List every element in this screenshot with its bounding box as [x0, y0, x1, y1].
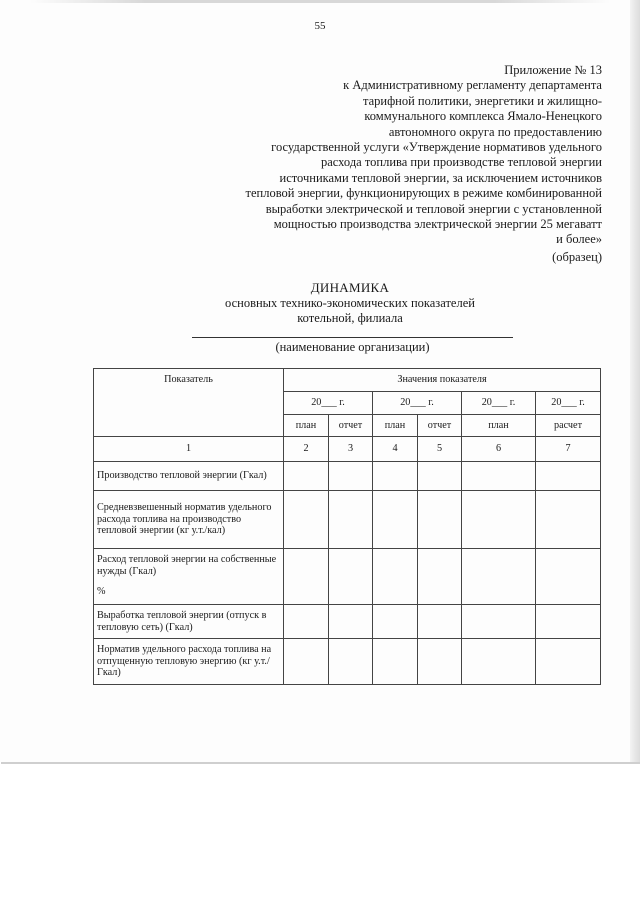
appendix-line: расхода топлива при производстве тепловой энергии — [320, 155, 602, 170]
appendix-header — [172, 63, 602, 248]
value-cell — [329, 549, 373, 605]
value-cell — [536, 462, 601, 491]
appendix-line: коммунального комплекса Ямало-Ненецкого — [364, 109, 602, 124]
appendix-line: автономного округа по предоставлению — [388, 124, 602, 139]
scan-edge — [30, 0, 610, 3]
title-line-3: котельной, филиала — [297, 311, 403, 326]
column-number: 3 — [329, 437, 373, 462]
value-cell — [462, 491, 536, 549]
value-cell — [418, 549, 462, 605]
value-cell — [373, 491, 418, 549]
appendix-line: Приложение № 13 — [504, 63, 602, 77]
value-cell — [418, 462, 462, 491]
subheader-cell: отчет — [418, 415, 462, 437]
table-number-row — [94, 437, 601, 462]
appendix-line: тепловой энергии, функционирующих в режиме комбинированной — [245, 186, 602, 201]
table-row — [94, 462, 601, 491]
value-cell — [373, 462, 418, 491]
value-cell — [462, 639, 536, 685]
title-line-2: основных технико-экономических показателей — [225, 295, 475, 310]
appendix-line: источниками тепловой энергии, за исключением источников — [279, 170, 602, 185]
value-cell — [536, 639, 601, 685]
value-cell — [329, 462, 373, 491]
value-cell — [373, 549, 418, 605]
title-line-1: ДИНАМИКА — [310, 280, 390, 295]
value-cell — [462, 605, 536, 639]
value-cell — [536, 491, 601, 549]
column-number: 4 — [373, 437, 418, 462]
appendix-line: тарифной политики, энергетики и жилищно- — [362, 93, 602, 108]
appendix-line: к Административному регламенту департамента — [343, 78, 602, 93]
organization-name-line — [192, 337, 513, 338]
value-cell — [418, 605, 462, 639]
header-year: 20___ г. — [536, 392, 601, 415]
document-title — [0, 280, 640, 327]
value-cell — [536, 549, 601, 605]
subheader-cell: отчет — [329, 415, 373, 437]
value-cell — [329, 491, 373, 549]
appendix-line: мощностью производства электрической энергии 25 мегаватт — [273, 217, 602, 232]
value-cell — [329, 639, 373, 685]
value-cell — [462, 462, 536, 491]
value-cell — [329, 605, 373, 639]
column-number: 2 — [284, 437, 329, 462]
value-cell — [284, 549, 329, 605]
indicators-table — [93, 368, 601, 685]
table-header-row — [94, 369, 601, 392]
value-cell — [284, 462, 329, 491]
page-number: 55 — [314, 20, 326, 32]
subheader-cell: расчет — [536, 415, 601, 437]
sample-label: (образец) — [552, 250, 602, 264]
value-cell — [373, 605, 418, 639]
header-indicator: Показатель — [94, 369, 284, 437]
value-cell — [418, 639, 462, 685]
table-row — [94, 549, 601, 605]
subheader-cell: план — [462, 415, 536, 437]
appendix-line: государственной услуги «Утверждение нормативов удельного — [271, 140, 602, 155]
organization-caption: (наименование организации) — [275, 340, 430, 354]
value-cell — [284, 639, 329, 685]
row-label: Средневзвешенный норматив удельного расхода топлива на производство тепловой энергии (кг у.т./кал) — [94, 491, 284, 549]
row-label — [94, 549, 284, 605]
column-number: 6 — [462, 437, 536, 462]
appendix-line: и более» — [556, 232, 602, 247]
column-number: 1 — [94, 437, 284, 462]
row-label: Норматив удельного расхода топлива на отпущенную тепловую энергию (кг у.т./Гкал) — [94, 639, 284, 685]
column-number: 7 — [536, 437, 601, 462]
value-cell — [373, 639, 418, 685]
table-row — [94, 605, 601, 639]
subheader-cell: план — [284, 415, 329, 437]
header-year: 20___ г. — [462, 392, 536, 415]
row-label: Выработка тепловой энергии (отпуск в тепловую сеть) (Гкал) — [94, 605, 284, 639]
row-label-text: Расход тепловой энергии на собственные нужды (Гкал) — [97, 554, 277, 577]
header-values: Значения показателя — [284, 369, 601, 392]
column-number: 5 — [418, 437, 462, 462]
value-cell — [284, 605, 329, 639]
value-cell — [462, 549, 536, 605]
table-row — [94, 491, 601, 549]
appendix-line: выработки электрической и тепловой энергии с установленной — [265, 201, 602, 216]
subheader-cell: план — [373, 415, 418, 437]
row-label: Производство тепловой энергии (Гкал) — [94, 462, 284, 491]
header-year: 20___ г. — [373, 392, 462, 415]
value-cell — [284, 491, 329, 549]
table-row — [94, 639, 601, 685]
value-cell — [536, 605, 601, 639]
header-year: 20___ г. — [284, 392, 373, 415]
row-label-percent: % — [97, 586, 106, 598]
value-cell — [418, 491, 462, 549]
